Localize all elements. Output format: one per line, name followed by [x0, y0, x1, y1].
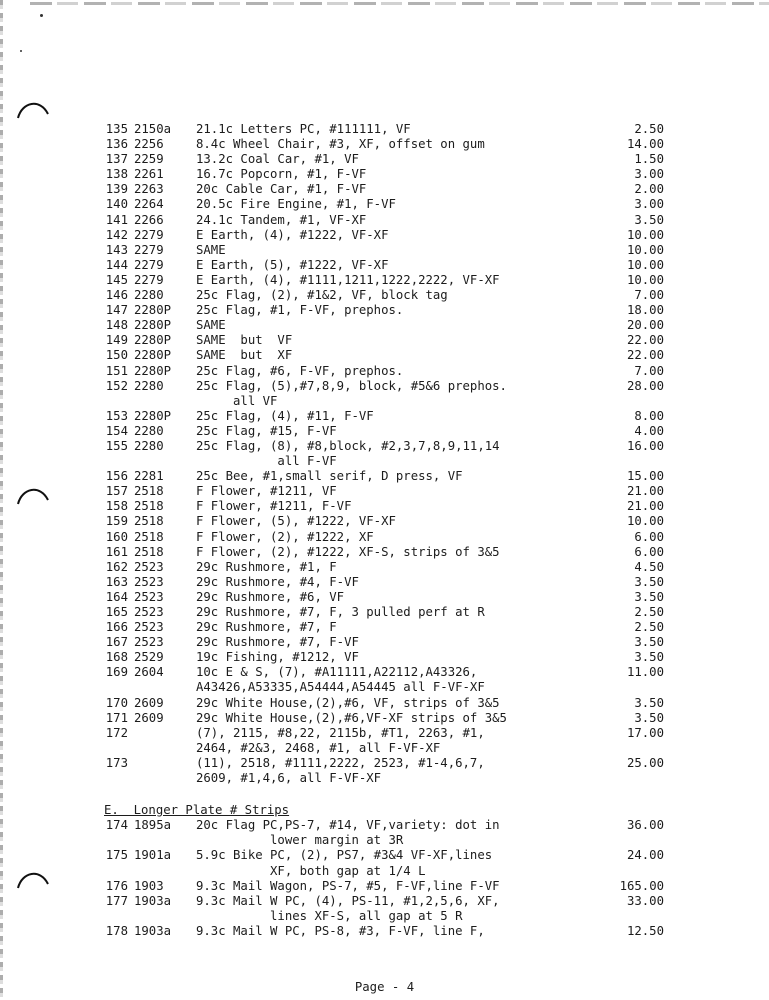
- lot-row: [104, 424, 664, 439]
- lot-description-continued: lower margin at 3R: [196, 833, 404, 848]
- lot-price: 25.00: [626, 755, 664, 770]
- lot-description-continued: 2464, #2&3, 2468, #1, all F-VF-XF: [196, 740, 441, 755]
- lot-number: 177: [105, 893, 128, 908]
- lot-row: [104, 696, 664, 711]
- catalog-number: 2523: [134, 574, 164, 589]
- scan-speck: [20, 50, 22, 52]
- lot-description: 16.7c Popcorn, #1, F-VF: [196, 167, 367, 182]
- lot-number: 168: [105, 650, 128, 665]
- lot-row: [104, 318, 664, 333]
- lot-row: [104, 243, 664, 258]
- lot-row: [104, 726, 664, 741]
- catalog-number: 2261: [134, 167, 164, 182]
- lot-row: [104, 333, 664, 348]
- lot-number: 166: [105, 620, 128, 635]
- lot-row: [104, 288, 664, 303]
- lot-description: SAME: [196, 318, 226, 333]
- lot-number: 169: [105, 665, 128, 680]
- lot-price: 10.00: [626, 257, 664, 272]
- lot-description: 25c Flag, #15, F-VF: [196, 423, 337, 438]
- lot-number: 176: [105, 878, 128, 893]
- lot-number: 171: [105, 710, 128, 725]
- lot-description: 19c Fishing, #1212, VF: [196, 650, 359, 665]
- lot-description: 9.3c Mail W PC, PS-8, #3, F-VF, line F,: [196, 923, 485, 938]
- lot-number: 159: [105, 514, 128, 529]
- lot-description: 10c E & S, (7), #A11111,A22112,A43326,: [196, 665, 478, 680]
- lot-row: [104, 182, 664, 197]
- lot-number: 148: [105, 318, 128, 333]
- lot-row: [104, 167, 664, 182]
- lot-number: 160: [105, 529, 128, 544]
- lot-number: 137: [105, 152, 128, 167]
- lot-number: 167: [105, 635, 128, 650]
- lot-price: 3.50: [634, 635, 664, 650]
- lot-number: 142: [105, 227, 128, 242]
- catalog-number: 2280P: [134, 303, 172, 318]
- lot-price: 22.00: [626, 348, 664, 363]
- lot-price: 2.00: [634, 182, 664, 197]
- catalog-number: 2523: [134, 589, 164, 604]
- lot-number: 178: [105, 923, 128, 938]
- lot-row-continuation: [104, 680, 664, 695]
- lot-description: 25c Flag, #1, F-VF, prephos.: [196, 303, 404, 318]
- lot-row: [104, 848, 664, 863]
- catalog-number: 2280P: [134, 318, 172, 333]
- lot-price: 22.00: [626, 333, 664, 348]
- lot-price: 24.00: [626, 848, 664, 863]
- section-heading: E. Longer Plate # Strips: [104, 803, 290, 818]
- lot-price: 4.50: [634, 559, 664, 574]
- lot-row-continuation: [104, 454, 664, 469]
- lot-description: E Earth, (5), #1222, VF-XF: [196, 257, 389, 272]
- lot-number: 146: [105, 288, 128, 303]
- lot-price: 21.00: [626, 484, 664, 499]
- lot-price: 3.50: [634, 695, 664, 710]
- lot-number: 162: [105, 559, 128, 574]
- catalog-number: 2280: [134, 438, 164, 453]
- lot-row: [104, 545, 664, 560]
- lot-description: E Earth, (4), #1222, VF-XF: [196, 227, 389, 242]
- lot-list-strips: [104, 818, 664, 939]
- lot-price: 10.00: [626, 514, 664, 529]
- catalog-number: 2280P: [134, 348, 172, 363]
- catalog-number: 2256: [134, 137, 164, 152]
- lot-description: 25c Flag, (4), #11, F-VF: [196, 408, 374, 423]
- lot-price: 21.00: [626, 499, 664, 514]
- lot-row: [104, 258, 664, 273]
- lot-price: 3.00: [634, 197, 664, 212]
- lot-row: [104, 818, 664, 833]
- catalog-number: 2518: [134, 514, 164, 529]
- lot-description: 20.5c Fire Engine, #1, F-VF: [196, 197, 396, 212]
- lot-price: 6.00: [634, 544, 664, 559]
- lot-row: [104, 303, 664, 318]
- lot-row-continuation: [104, 771, 664, 786]
- catalog-number: 1901a: [134, 848, 172, 863]
- lot-listing: [104, 122, 664, 939]
- lot-description: (11), 2518, #1111,2222, 2523, #1-4,6,7,: [196, 755, 485, 770]
- lot-description: 29c Rushmore, #6, VF: [196, 589, 345, 604]
- lot-row: [104, 605, 664, 620]
- lot-price: 15.00: [626, 469, 664, 484]
- lot-description: 9.3c Mail W PC, (4), PS-11, #1,2,5,6, XF,: [196, 893, 500, 908]
- catalog-number: 2259: [134, 152, 164, 167]
- lot-description: 8.4c Wheel Chair, #3, XF, offset on gum: [196, 137, 485, 152]
- lot-list-main: [104, 122, 664, 786]
- lot-description: F Flower, #1211, VF: [196, 484, 337, 499]
- lot-number: 155: [105, 438, 128, 453]
- catalog-number: 2523: [134, 559, 164, 574]
- scan-edge: [0, 0, 3, 1000]
- lot-number: 147: [105, 303, 128, 318]
- catalog-number: 2280P: [134, 333, 172, 348]
- lot-description: 21.1c Letters PC, #111111, VF: [196, 122, 411, 136]
- catalog-number: 2279: [134, 257, 164, 272]
- catalog-number: 2518: [134, 544, 164, 559]
- lot-price: 10.00: [626, 227, 664, 242]
- catalog-number: 2280P: [134, 363, 172, 378]
- lot-row: [104, 273, 664, 288]
- scan-top-edge: [30, 2, 769, 5]
- lot-number: 165: [105, 605, 128, 619]
- catalog-number: 2263: [134, 182, 164, 197]
- lot-row: [104, 530, 664, 545]
- lot-description: 25c Flag, #6, F-VF, prephos.: [196, 363, 404, 378]
- lot-price: 3.00: [634, 167, 664, 182]
- lot-price: 20.00: [626, 318, 664, 333]
- lot-number: 163: [105, 574, 128, 589]
- lot-price: 2.50: [634, 620, 664, 635]
- lot-row: [104, 122, 664, 137]
- lot-description: F Flower, (5), #1222, VF-XF: [196, 514, 396, 529]
- lot-number: 140: [105, 197, 128, 212]
- lot-price: 3.50: [634, 710, 664, 725]
- lot-description: SAME but VF: [196, 333, 293, 348]
- lot-description: F Flower, (2), #1222, XF: [196, 529, 374, 544]
- lot-description: 25c Flag, (5),#7,8,9, block, #5&6 prephos.: [196, 378, 507, 393]
- lot-description: 13.2c Coal Car, #1, VF: [196, 152, 359, 167]
- lot-description: 20c Cable Car, #1, F-VF: [196, 182, 367, 197]
- catalog-number: 2609: [134, 710, 164, 725]
- catalog-number: 2280: [134, 378, 164, 393]
- lot-price: 3.50: [634, 589, 664, 604]
- lot-description: (7), 2115, #8,22, 2115b, #T1, 2263, #1,: [196, 725, 485, 740]
- lot-price: 14.00: [626, 137, 664, 152]
- lot-row: [104, 924, 664, 939]
- lot-description: 24.1c Tandem, #1, VF-XF: [196, 212, 367, 227]
- lot-row: [104, 213, 664, 228]
- lot-row: [104, 439, 664, 454]
- catalog-number: 2264: [134, 197, 164, 212]
- lot-price: 2.50: [634, 605, 664, 619]
- catalog-number: 2279: [134, 227, 164, 242]
- lot-row: [104, 152, 664, 167]
- lot-description-continued: 2609, #1,4,6, all F-VF-XF: [196, 771, 382, 786]
- lot-description: F Flower, (2), #1222, XF-S, strips of 3&5: [196, 544, 500, 559]
- lot-description-continued: all VF: [196, 393, 278, 408]
- lot-description: SAME but XF: [196, 348, 293, 363]
- punch-hole-icon: [16, 866, 50, 892]
- lot-price: 8.00: [634, 408, 664, 423]
- catalog-number: 2523: [134, 635, 164, 650]
- catalog-number: 2281: [134, 469, 164, 484]
- lot-description: 29c Rushmore, #4, F-VF: [196, 574, 359, 589]
- lot-description: 29c Rushmore, #1, F: [196, 559, 337, 574]
- lot-price: 4.00: [634, 423, 664, 438]
- lot-price: 11.00: [626, 665, 664, 680]
- lot-number: 157: [105, 484, 128, 499]
- lot-row: [104, 137, 664, 152]
- lot-price: 10.00: [626, 242, 664, 257]
- lot-price: 33.00: [626, 893, 664, 908]
- catalog-number: 2150a: [134, 122, 172, 136]
- lot-description-continued: XF, both gap at 1/4 L: [196, 863, 426, 878]
- lot-price: 165.00: [619, 878, 664, 893]
- lot-number: 143: [105, 242, 128, 257]
- lot-price: 10.00: [626, 272, 664, 287]
- lot-number: 154: [105, 423, 128, 438]
- lot-price: 28.00: [626, 378, 664, 393]
- lot-row: [104, 560, 664, 575]
- lot-description: SAME: [196, 242, 226, 257]
- lot-price: 7.00: [634, 288, 664, 303]
- lot-number: 139: [105, 182, 128, 197]
- lot-row: [104, 575, 664, 590]
- lot-description-continued: all F-VF: [196, 454, 337, 469]
- catalog-number: 2518: [134, 499, 164, 514]
- lot-description: 29c Rushmore, #7, F: [196, 620, 337, 635]
- catalog-number: 2266: [134, 212, 164, 227]
- catalog-number: 2518: [134, 484, 164, 499]
- lot-description: 29c Rushmore, #7, F-VF: [196, 635, 359, 650]
- lot-description: 25c Bee, #1,small serif, D press, VF: [196, 469, 463, 484]
- lot-description: F Flower, #1211, F-VF: [196, 499, 352, 514]
- lot-description-continued: lines XF-S, all gap at 5 R: [196, 908, 463, 923]
- catalog-number: 2529: [134, 650, 164, 665]
- lot-description: 9.3c Mail Wagon, PS-7, #5, F-VF,line F-VF: [196, 878, 500, 893]
- catalog-number: 1903a: [134, 923, 172, 938]
- lot-row: [104, 665, 664, 680]
- lot-description: 5.9c Bike PC, (2), PS7, #3&4 VF-XF,lines: [196, 848, 493, 863]
- lot-row: [104, 484, 664, 499]
- catalog-number: 2604: [134, 665, 164, 680]
- catalog-number: 1903a: [134, 893, 172, 908]
- lot-row: [104, 197, 664, 212]
- lot-number: 164: [105, 589, 128, 604]
- lot-row: [104, 711, 664, 726]
- lot-description: 20c Flag PC,PS-7, #14, VF,variety: dot in: [196, 818, 500, 833]
- lot-price: 3.50: [634, 650, 664, 665]
- lot-description: 29c Rushmore, #7, F, 3 pulled perf at R: [196, 605, 485, 619]
- lot-row-continuation: [104, 909, 664, 924]
- punch-hole-icon: [16, 482, 50, 508]
- catalog-number: 2280: [134, 288, 164, 303]
- lot-price: 16.00: [626, 438, 664, 453]
- lot-row: [104, 879, 664, 894]
- lot-row-continuation: [104, 833, 664, 848]
- lot-price: 2.50: [634, 122, 664, 136]
- lot-description: 25c Flag, (2), #1&2, VF, block tag: [196, 288, 448, 303]
- catalog-number: 1903: [134, 878, 164, 893]
- lot-number: 170: [105, 695, 128, 710]
- lot-price: 1.50: [634, 152, 664, 167]
- lot-row: [104, 514, 664, 529]
- lot-description: 29c White House,(2),#6,VF-XF strips of 3&5: [196, 710, 507, 725]
- lot-number: 172: [105, 725, 128, 740]
- catalog-number: 2279: [134, 242, 164, 257]
- catalog-number: 2523: [134, 605, 164, 619]
- lot-number: 153: [105, 408, 128, 423]
- lot-number: 152: [105, 378, 128, 393]
- lot-row-continuation: [104, 394, 664, 409]
- catalog-number: 2279: [134, 272, 164, 287]
- lot-price: 3.50: [634, 574, 664, 589]
- lot-row: [104, 228, 664, 243]
- lot-row: [104, 379, 664, 394]
- lot-number: 145: [105, 272, 128, 287]
- lot-row: [104, 348, 664, 363]
- lot-row: [104, 620, 664, 635]
- lot-number: 175: [105, 848, 128, 863]
- lot-number: 138: [105, 167, 128, 182]
- spacer: [104, 786, 664, 803]
- lot-price: 36.00: [626, 818, 664, 833]
- catalog-number: 2523: [134, 620, 164, 635]
- lot-description: E Earth, (4), #1111,1211,1222,2222, VF-XF: [196, 272, 500, 287]
- lot-row-continuation: [104, 864, 664, 879]
- lot-price: 18.00: [626, 303, 664, 318]
- lot-description: 29c White House,(2),#6, VF, strips of 3&5: [196, 695, 500, 710]
- catalog-number: 2609: [134, 695, 164, 710]
- lot-number: 149: [105, 333, 128, 348]
- lot-row: [104, 590, 664, 605]
- lot-row: [104, 409, 664, 424]
- lot-number: 151: [105, 363, 128, 378]
- catalog-number: 1895a: [134, 818, 172, 833]
- lot-row: [104, 756, 664, 771]
- lot-row: [104, 650, 664, 665]
- lot-number: 174: [105, 818, 128, 833]
- lot-row: [104, 635, 664, 650]
- lot-number: 161: [105, 544, 128, 559]
- punch-hole-icon: [16, 96, 50, 122]
- lot-number: 136: [105, 137, 128, 152]
- lot-number: 156: [105, 469, 128, 484]
- lot-row: [104, 469, 664, 484]
- scan-speck: [40, 14, 43, 17]
- lot-number: 150: [105, 348, 128, 363]
- lot-price: 3.50: [634, 212, 664, 227]
- lot-number: 173: [105, 755, 128, 770]
- lot-number: 135: [105, 122, 128, 136]
- lot-description: 25c Flag, (8), #8,block, #2,3,7,8,9,11,14: [196, 438, 500, 453]
- lot-price: 17.00: [626, 725, 664, 740]
- page-number: Page - 4: [354, 980, 415, 994]
- lot-row: [104, 364, 664, 379]
- lot-description-continued: A43426,A53335,A54444,A54445 all F-VF-XF: [196, 680, 485, 695]
- lot-price: 12.50: [626, 923, 664, 938]
- lot-row-continuation: [104, 741, 664, 756]
- catalog-number: 2280P: [134, 408, 172, 423]
- lot-number: 141: [105, 212, 128, 227]
- lot-price: 6.00: [634, 529, 664, 544]
- catalog-number: 2280: [134, 423, 164, 438]
- lot-number: 158: [105, 499, 128, 514]
- lot-row: [104, 894, 664, 909]
- catalog-number: 2518: [134, 529, 164, 544]
- lot-price: 7.00: [634, 363, 664, 378]
- lot-number: 144: [105, 257, 128, 272]
- lot-row: [104, 499, 664, 514]
